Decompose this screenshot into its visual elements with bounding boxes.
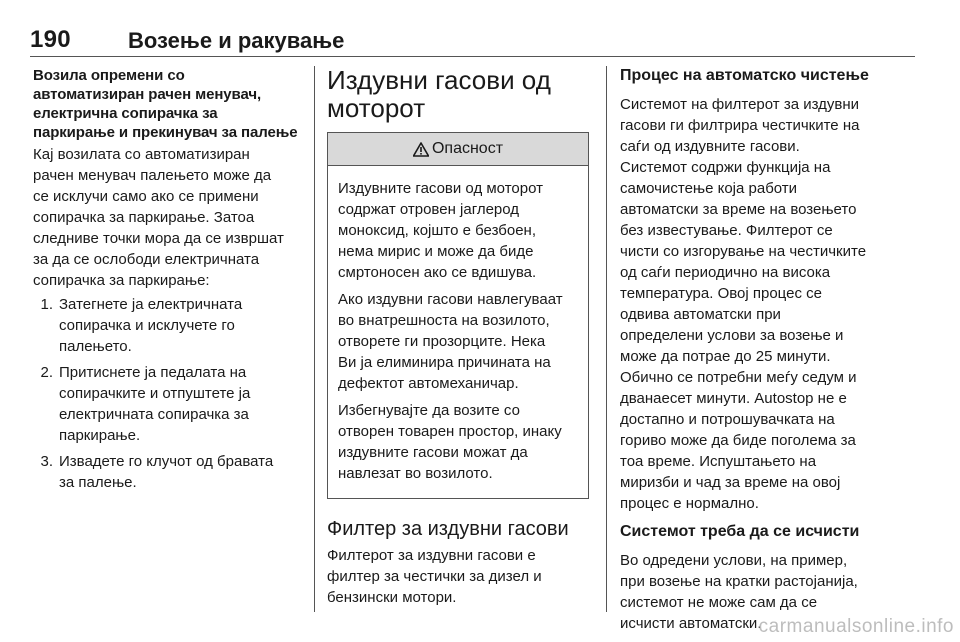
danger-box	[327, 132, 589, 499]
column-left	[33, 66, 303, 498]
system-cleaning-paragraph: Во одредени услови, на пример, при возење на кратки растојанија, системот не може сам да се исчисти автоматски.	[620, 552, 858, 632]
page-number: 190	[30, 26, 71, 53]
danger-body	[328, 166, 588, 498]
step-item	[33, 451, 303, 493]
danger-label: Опасност	[431, 140, 504, 157]
exhaust-filter-paragraph: Филтерот за издувни гасови е филтер за честички за дизел и бензински мотори.	[327, 547, 542, 606]
section-heading-system-needs-cleaning: Системот треба да се исчисти	[620, 523, 860, 540]
step-number: 3.	[40, 453, 53, 470]
intro-paragraph: Кај возилата со автоматизиран рачен менувач палењето може да се исклучи само ако се примени сопирачка за паркирање. Затоа следниве точки мора да се извршат за да се ослободи електричната сопирачка за паркирање:	[33, 146, 284, 289]
column-divider	[606, 66, 607, 612]
page-title-exhaust-gases: Издувни гасови од моторот	[327, 65, 551, 123]
step-text: Извадете го клучот од бравата за палење.	[59, 453, 274, 491]
chapter-title: Возење и ракување	[128, 28, 345, 53]
danger-paragraph: Издувните гасови од моторот содржат отровен јаглерод моноксид, којшто е безбоен, нема мирис и може да биде смртоносен ако се вдишува.	[338, 180, 543, 281]
watermark: carmanualsonline.info	[758, 616, 954, 637]
auto-cleaning-paragraph: Системот на филтерот за издувни гасови ги филтрира честичките на саѓи од издувните гасови. Системот содржи функција на самочистење која работи автоматски за време на возењето без известување. Филтерот се чисти со изгорување на честичките од саѓи периодично на висока температура. Овој процес се одвива автоматски при определени услови за возење и може да потрае до 25 минути. Обично се потребни меѓу седум и дванаесет минути. Autostop не е достапно и потрошувачката на гориво може да биде поголема за тоа време. Испуштањето на миризби и чад за време на овој процес е нормално.	[620, 96, 867, 512]
page-header	[30, 22, 915, 57]
step-item	[33, 294, 303, 357]
step-number: 1.	[40, 296, 53, 313]
section-heading-auto-cleaning: Процес на автоматско чистење	[620, 67, 869, 84]
danger-header	[328, 133, 588, 166]
warning-triangle-icon	[413, 142, 429, 157]
danger-paragraph: Ако издувни гасови навлегуваат во внатрешноста на возилото, отворете ги прозорците. Нека Ви ја елиминира причината на дефектот автомеханичар.	[338, 291, 563, 392]
column-divider	[314, 66, 315, 612]
step-text: Притиснете ја педалата на сопирачките и отпуштете ја електричната сопирачка за паркирање.	[59, 364, 251, 444]
danger-paragraph: Избегнувајте да возите со отворен товарен простор, инаку издувните гасови можат да навлезат во возилото.	[338, 402, 562, 482]
column-middle	[327, 66, 589, 608]
step-item	[33, 362, 303, 446]
section-heading-automated-gearbox: Возила опремени со автоматизиран рачен менувач, електрична сопирачка за паркирање и прекинувач за палење	[33, 67, 298, 141]
section-title-exhaust-filter: Филтер за издувни гасови	[327, 518, 569, 540]
column-right	[620, 66, 888, 634]
step-text: Затегнете ја електричната сопирачка и исклучете го палењето.	[59, 296, 243, 355]
step-number: 2.	[40, 364, 53, 381]
steps-list	[33, 294, 303, 493]
